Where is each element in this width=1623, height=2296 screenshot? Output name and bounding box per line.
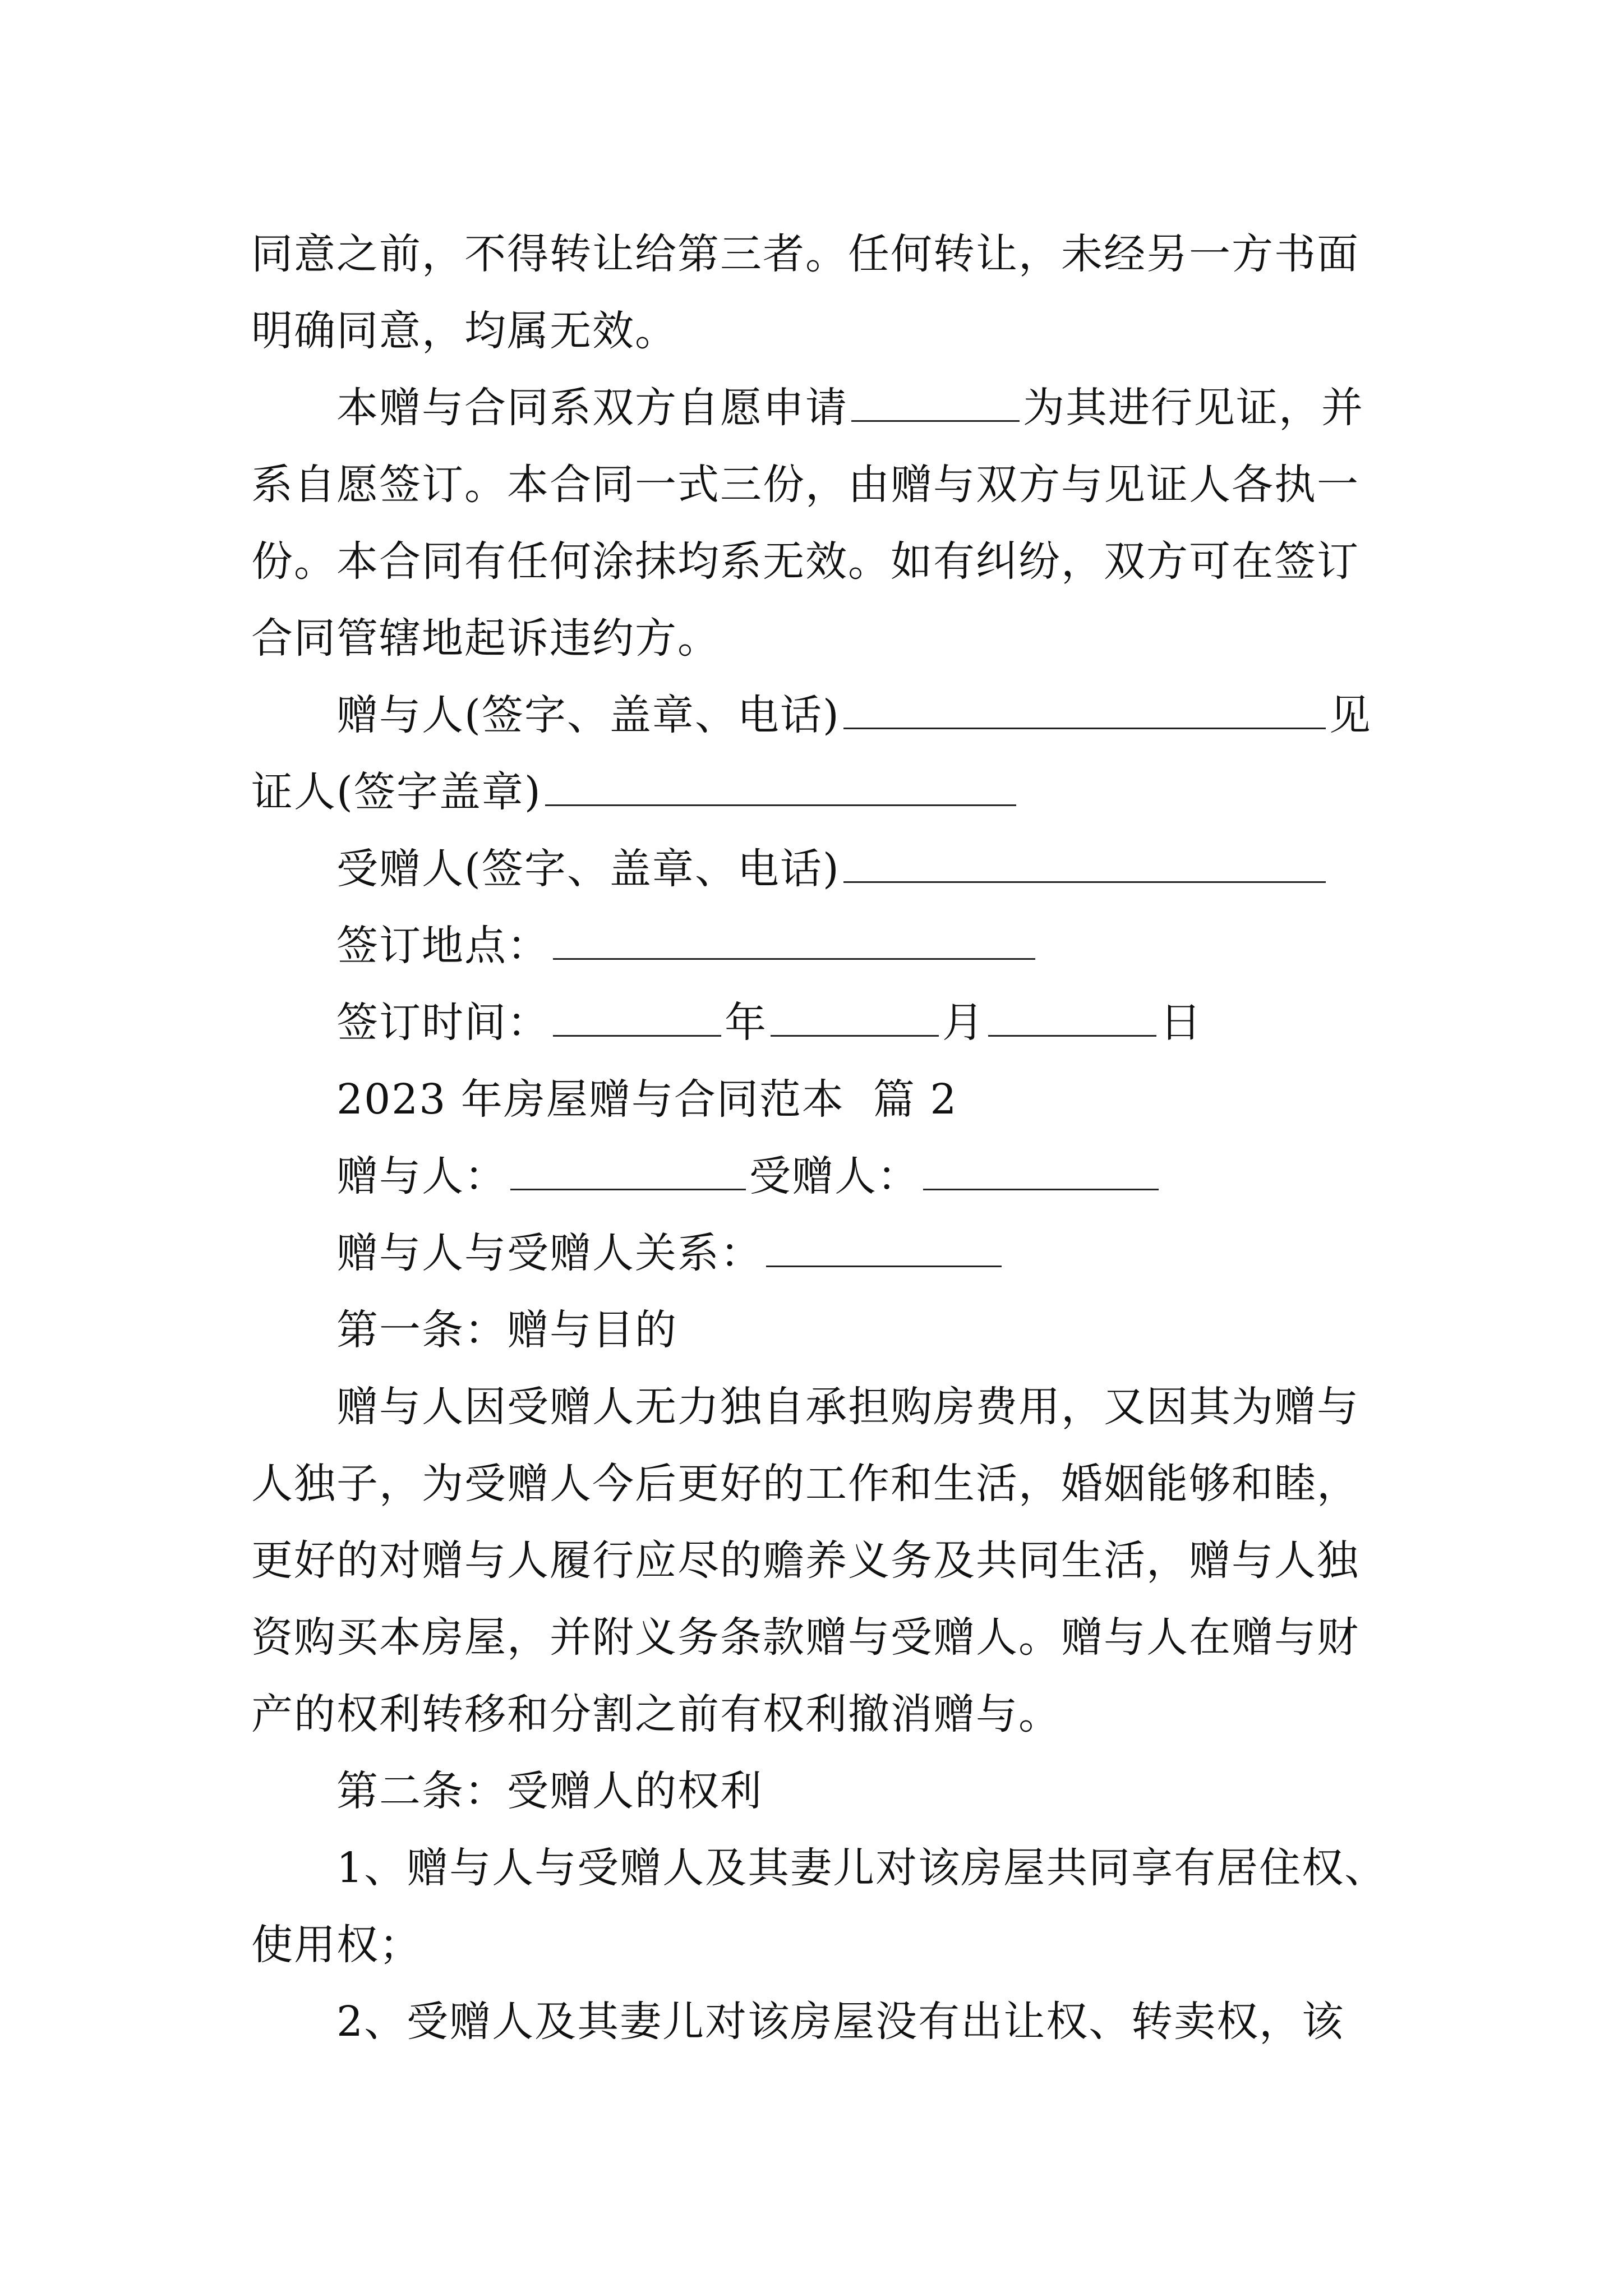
- paragraph-line: 明确同意，均属无效。: [251, 307, 677, 355]
- paragraph-line: 资购买本房屋，并附义务条款赠与受赠人。赠与人在赠与财: [251, 1613, 1359, 1662]
- paragraph-line: 合同管辖地起诉违约方。: [251, 614, 720, 662]
- relation-blank: [766, 1232, 1002, 1267]
- list-item-line: 使用权；: [251, 1921, 422, 1969]
- donee-label: 受赠人：: [749, 1152, 920, 1200]
- paragraph-line: [251, 370, 1395, 447]
- signing-place-label: 签订地点：: [336, 922, 550, 970]
- donee-signature-blank: [843, 848, 1326, 883]
- relation-line: [251, 1215, 1395, 1292]
- year-blank: [553, 1001, 721, 1037]
- document-body: [251, 216, 1395, 2060]
- donee-signature-line: [251, 831, 1395, 908]
- witness-signature-blank: [545, 771, 1016, 806]
- donor-signature-blank: [843, 694, 1326, 729]
- signing-time-line: [251, 984, 1395, 1061]
- paragraph-line: 赠与人因受赠人无力独自承担购房费用，又因其为赠与: [336, 1383, 1359, 1431]
- month-label: 月: [942, 999, 985, 1047]
- signing-place-blank: [553, 924, 1035, 960]
- relation-label: 赠与人与受赠人关系：: [336, 1229, 763, 1277]
- witness-org-blank: [851, 386, 1020, 422]
- paragraph-line: 产的权利转移和分割之前有权利撤消赠与。: [251, 1690, 1061, 1738]
- donor-blank: [510, 1155, 746, 1190]
- witness-signature-label: 证人(签字盖章): [251, 768, 542, 816]
- list-item-line: 1、赠与人与受赠人及其妻儿对该房屋共同享有居住权、: [336, 1844, 1387, 1892]
- donee-blank: [923, 1155, 1159, 1190]
- list-item-line: 2、受赠人及其妻儿对该房屋没有出让权、转卖权，该: [336, 1998, 1345, 2046]
- day-label: 日: [1160, 999, 1202, 1047]
- article-title: 第一条：赠与目的: [336, 1306, 677, 1354]
- donee-signature-label: 受赠人(签字、盖章、电话): [336, 845, 840, 893]
- article-title: 第二条：受赠人的权利: [336, 1767, 763, 1815]
- witness-signature-line: [251, 754, 1395, 831]
- donor-signature-line: [251, 677, 1395, 754]
- signing-time-label: 签订时间：: [336, 999, 550, 1047]
- paragraph-line: 系自愿签订。本合同一式三份，由赠与双方与见证人各执一: [251, 461, 1359, 509]
- signing-place-line: [251, 908, 1395, 984]
- paragraph-line: 人独子，为受赠人今后更好的工作和生活，婚姻能够和睦，: [251, 1460, 1359, 1508]
- day-blank: [988, 1001, 1156, 1037]
- section-heading: 2023 年房屋赠与合同范本 篇 2: [336, 1075, 958, 1124]
- paragraph-line: 份。本合同有任何涂抹均系无效。如有纠纷，双方可在签订: [251, 537, 1359, 586]
- month-blank: [771, 1001, 939, 1037]
- line-text: 本赠与合同系双方自愿申请: [336, 384, 848, 432]
- year-label: 年: [725, 999, 767, 1047]
- parties-line: [251, 1138, 1395, 1215]
- donor-label: 赠与人：: [336, 1152, 507, 1200]
- donor-signature-label: 赠与人(签字、盖章、电话): [336, 691, 840, 739]
- line-text: 为其进行见证，并: [1023, 384, 1364, 432]
- paragraph-line: 同意之前，不得转让给第三者。任何转让，未经另一方书面: [251, 230, 1359, 278]
- witness-prefix: 见: [1329, 691, 1372, 739]
- paragraph-line: 更好的对赠与人履行应尽的赡养义务及共同生活，赠与人独: [251, 1536, 1359, 1585]
